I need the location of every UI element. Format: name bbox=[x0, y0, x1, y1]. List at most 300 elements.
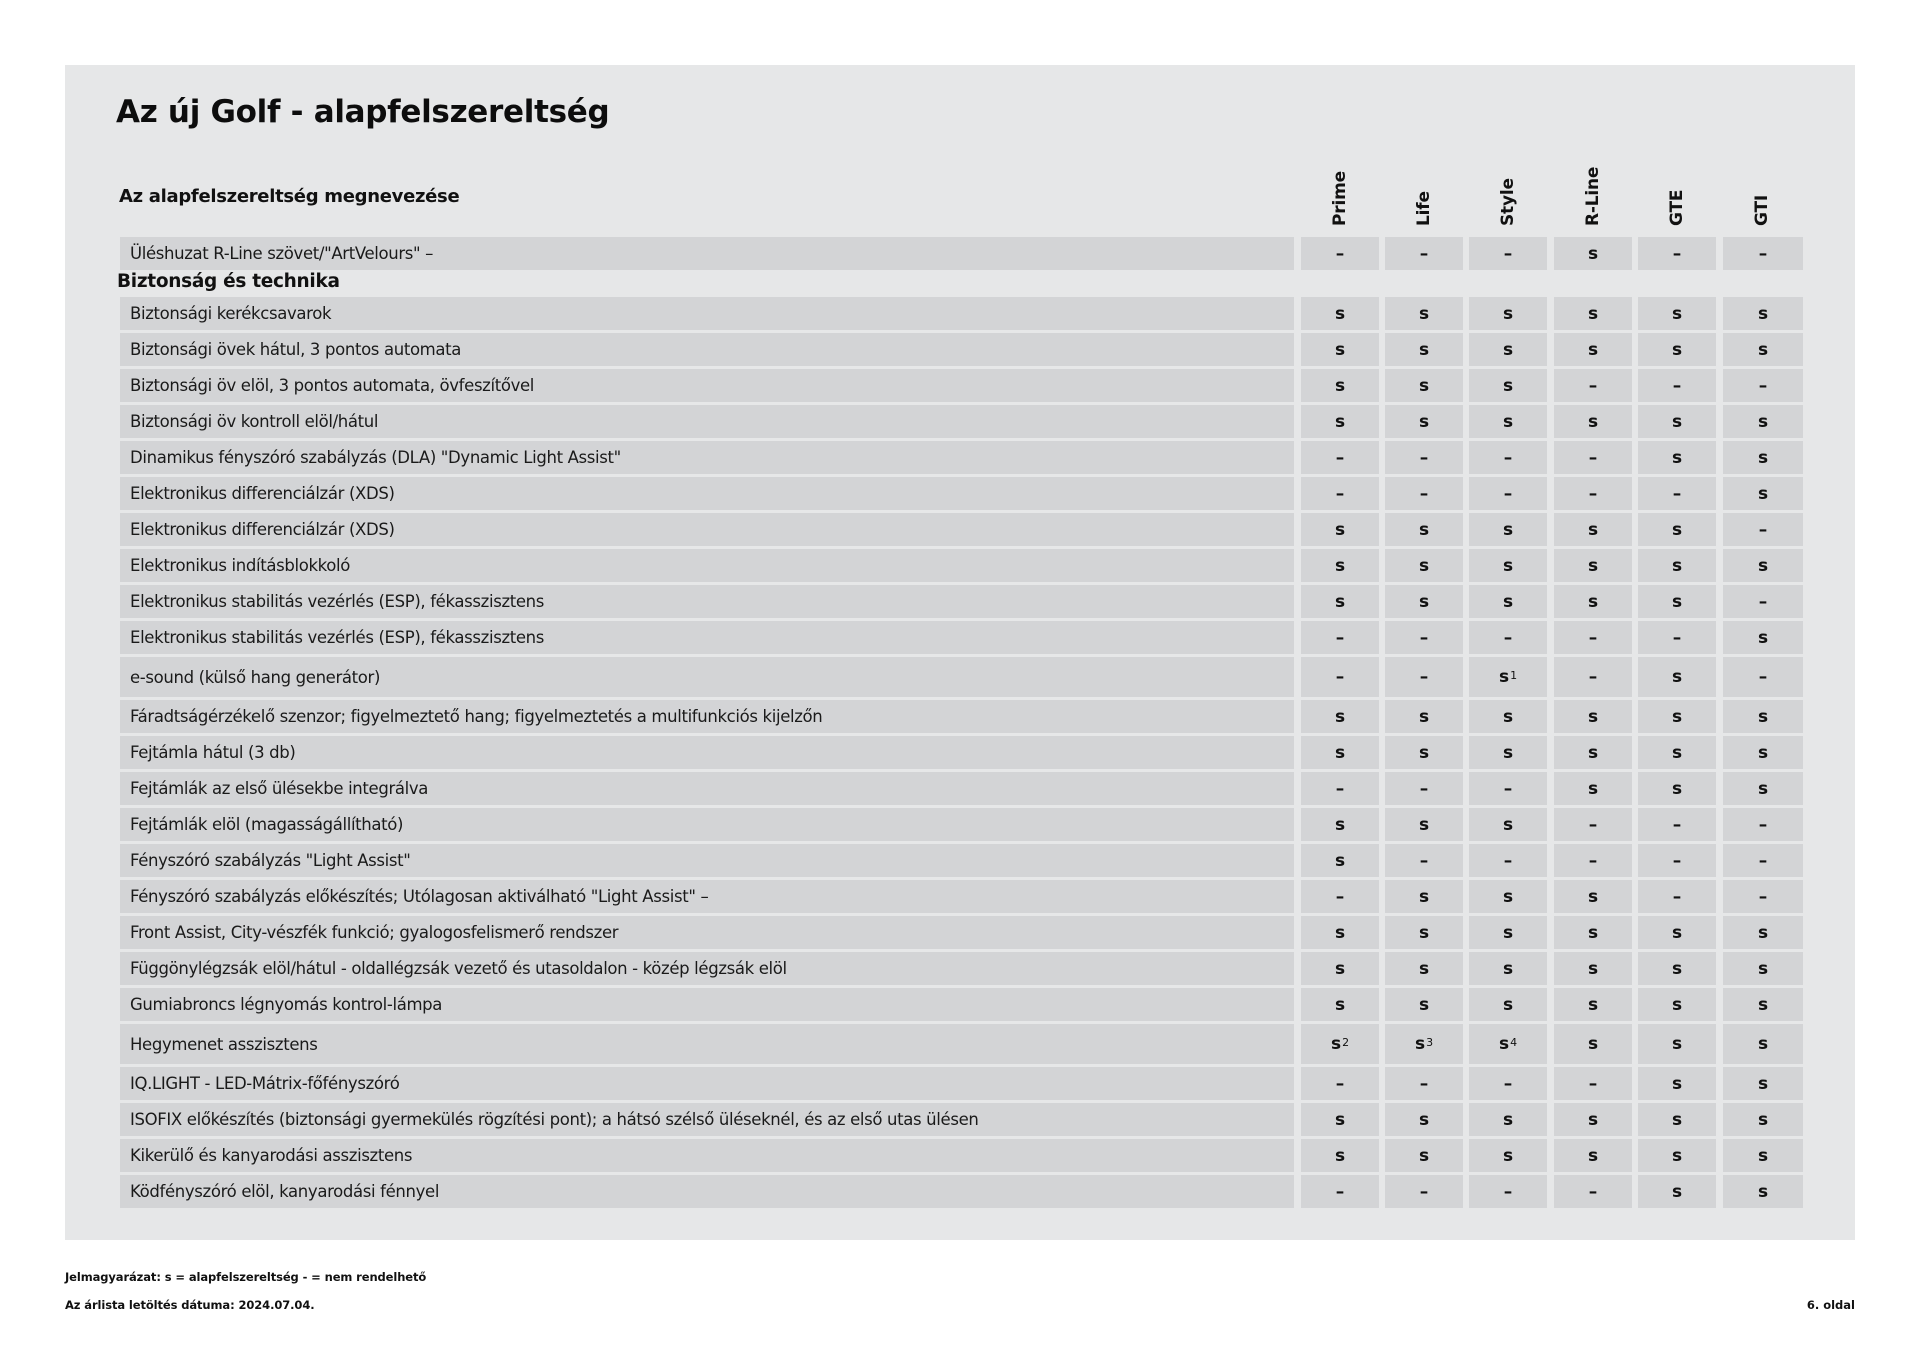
column-header-label: Life bbox=[1414, 191, 1434, 226]
availability-value: s bbox=[1502, 1145, 1514, 1166]
availability-value: s bbox=[1587, 555, 1599, 576]
availability-value: s bbox=[1334, 994, 1346, 1015]
availability-value: s bbox=[1502, 591, 1514, 612]
availability-cell-prime bbox=[1301, 700, 1379, 733]
feature-name: Biztonsági öv elöl, 3 pontos automata, övfeszítővel bbox=[120, 369, 1294, 402]
availability-cell-gti bbox=[1723, 988, 1803, 1021]
availability-cell-style bbox=[1469, 549, 1547, 582]
availability-cell-r-line bbox=[1554, 549, 1632, 582]
availability-value: s bbox=[1587, 778, 1599, 799]
availability-value: – bbox=[1672, 850, 1682, 871]
availability-value: – bbox=[1758, 243, 1768, 264]
availability-value: s bbox=[1418, 958, 1430, 979]
availability-cell-life bbox=[1385, 952, 1463, 985]
page-title: Az új Golf - alapfelszereltség bbox=[116, 94, 610, 130]
feature-name: Front Assist, City-vészfék funkció; gyalogosfelismerő rendszer bbox=[120, 916, 1294, 949]
column-header-style bbox=[1469, 150, 1547, 226]
availability-cell-prime bbox=[1301, 1175, 1379, 1208]
availability-cell-prime bbox=[1301, 333, 1379, 366]
availability-value: s bbox=[1334, 555, 1346, 576]
availability-cell-r-line bbox=[1554, 297, 1632, 330]
availability-value: s bbox=[1757, 742, 1769, 763]
availability-value: s bbox=[1671, 667, 1683, 687]
availability-value: s bbox=[1671, 1109, 1683, 1130]
availability-value: s bbox=[1334, 303, 1346, 324]
availability-cell-gte bbox=[1638, 808, 1716, 841]
availability-value: s bbox=[1671, 303, 1683, 324]
availability-cell-life bbox=[1385, 808, 1463, 841]
feature-name: ISOFIX előkészítés (biztonsági gyermekülés rögzítési pont); a hátsó szélső üléseknél, és az első utas ülésen bbox=[120, 1103, 1294, 1136]
availability-value: s bbox=[1334, 922, 1346, 943]
availability-value: s bbox=[1502, 303, 1514, 324]
availability-value: – bbox=[1758, 886, 1768, 907]
availability-value: s bbox=[1671, 958, 1683, 979]
availability-cell-gte bbox=[1638, 1175, 1716, 1208]
availability-cell-gti bbox=[1723, 844, 1803, 877]
availability-value: – bbox=[1335, 243, 1345, 264]
availability-value: – bbox=[1335, 447, 1345, 468]
availability-cell-gti bbox=[1723, 880, 1803, 913]
availability-cell-gte bbox=[1638, 333, 1716, 366]
availability-value: s bbox=[1330, 1034, 1342, 1054]
availability-cell-life bbox=[1385, 844, 1463, 877]
availability-value: s bbox=[1587, 339, 1599, 360]
table-row bbox=[120, 808, 1803, 841]
availability-cell-gte bbox=[1638, 621, 1716, 654]
feature-name: Ködfényszóró elöl, kanyarodási fénnyel bbox=[120, 1175, 1294, 1208]
footnote-marker: 3 bbox=[1426, 1035, 1434, 1049]
availability-value: – bbox=[1419, 447, 1429, 468]
availability-value: – bbox=[1672, 814, 1682, 835]
availability-cell-prime bbox=[1301, 736, 1379, 769]
availability-cell-r-line bbox=[1554, 736, 1632, 769]
column-header-label: GTI bbox=[1752, 195, 1772, 226]
availability-value: – bbox=[1758, 850, 1768, 871]
feature-name: Biztonsági öv kontroll elöl/hátul bbox=[120, 405, 1294, 438]
availability-cell-style bbox=[1469, 585, 1547, 618]
availability-value: s bbox=[1334, 1145, 1346, 1166]
availability-cell-r-line bbox=[1554, 621, 1632, 654]
table-row bbox=[120, 549, 1803, 582]
availability-value: – bbox=[1588, 667, 1598, 687]
availability-cell-prime bbox=[1301, 441, 1379, 474]
availability-cell-gti bbox=[1723, 621, 1803, 654]
availability-value: – bbox=[1335, 1073, 1345, 1094]
availability-value: s bbox=[1757, 778, 1769, 799]
table-row bbox=[120, 621, 1803, 654]
table-row bbox=[120, 1024, 1803, 1064]
feature-name: Fényszóró szabályzás előkészítés; Utólagosan aktiválható "Light Assist" – bbox=[120, 880, 1294, 913]
availability-value: – bbox=[1588, 483, 1598, 504]
availability-cell-style bbox=[1469, 736, 1547, 769]
availability-cell-r-line bbox=[1554, 1139, 1632, 1172]
availability-value: s bbox=[1502, 922, 1514, 943]
availability-value: s bbox=[1757, 627, 1769, 648]
availability-cell-r-line bbox=[1554, 513, 1632, 546]
availability-cell-gte bbox=[1638, 844, 1716, 877]
footnote-marker: 1 bbox=[1510, 668, 1518, 682]
availability-value: – bbox=[1335, 1181, 1345, 1202]
availability-cell-prime bbox=[1301, 808, 1379, 841]
availability-value: – bbox=[1672, 375, 1682, 396]
availability-value: s bbox=[1587, 1145, 1599, 1166]
availability-cell-life bbox=[1385, 621, 1463, 654]
availability-cell-gte bbox=[1638, 952, 1716, 985]
availability-cell-prime bbox=[1301, 405, 1379, 438]
feature-name: Fényszóró szabályzás "Light Assist" bbox=[120, 844, 1294, 877]
availability-cell-life bbox=[1385, 1024, 1463, 1064]
column-header-label: Style bbox=[1498, 178, 1518, 226]
availability-cell-style bbox=[1469, 297, 1547, 330]
availability-cell-r-line bbox=[1554, 844, 1632, 877]
availability-value: s bbox=[1587, 243, 1599, 264]
availability-cell-prime bbox=[1301, 1024, 1379, 1064]
availability-value: – bbox=[1758, 519, 1768, 540]
availability-cell-gte bbox=[1638, 297, 1716, 330]
availability-value: s bbox=[1671, 1181, 1683, 1202]
availability-cell-gte bbox=[1638, 369, 1716, 402]
availability-cell-life bbox=[1385, 1175, 1463, 1208]
table-row bbox=[120, 297, 1803, 330]
availability-cell-r-line bbox=[1554, 369, 1632, 402]
availability-cell-r-line bbox=[1554, 1175, 1632, 1208]
availability-cell-r-line bbox=[1554, 1067, 1632, 1100]
availability-value: – bbox=[1419, 778, 1429, 799]
feature-name: Elektronikus stabilitás vezérlés (ESP), fékasszisztens bbox=[120, 585, 1294, 618]
availability-value: – bbox=[1335, 483, 1345, 504]
availability-cell-r-line bbox=[1554, 700, 1632, 733]
table-row bbox=[120, 736, 1803, 769]
availability-cell-r-line bbox=[1554, 916, 1632, 949]
availability-cell-gti bbox=[1723, 513, 1803, 546]
availability-cell-r-line bbox=[1554, 1103, 1632, 1136]
availability-cell-gti bbox=[1723, 441, 1803, 474]
availability-cell-prime bbox=[1301, 657, 1379, 697]
legend: Jelmagyarázat: s = alapfelszereltség - = nem rendelhető bbox=[65, 1270, 427, 1284]
availability-value: s bbox=[1418, 555, 1430, 576]
availability-cell-life bbox=[1385, 333, 1463, 366]
availability-value: – bbox=[1419, 243, 1429, 264]
availability-cell-style bbox=[1469, 988, 1547, 1021]
availability-value: – bbox=[1335, 627, 1345, 648]
availability-value: – bbox=[1335, 778, 1345, 799]
availability-cell-style bbox=[1469, 657, 1547, 697]
availability-value: s bbox=[1757, 922, 1769, 943]
table-row bbox=[120, 1139, 1803, 1172]
availability-value: s bbox=[1671, 447, 1683, 468]
availability-cell-gti bbox=[1723, 772, 1803, 805]
availability-value: s bbox=[1587, 706, 1599, 727]
availability-value: s bbox=[1334, 591, 1346, 612]
availability-value: s bbox=[1418, 375, 1430, 396]
feature-name: Elektronikus indításblokkoló bbox=[120, 549, 1294, 582]
availability-value: s bbox=[1418, 1109, 1430, 1130]
feature-name: Elektronikus differenciálzár (XDS) bbox=[120, 513, 1294, 546]
availability-value: s bbox=[1334, 706, 1346, 727]
availability-value: – bbox=[1419, 1073, 1429, 1094]
availability-cell-life bbox=[1385, 1067, 1463, 1100]
availability-cell-gte bbox=[1638, 880, 1716, 913]
availability-value: s bbox=[1334, 742, 1346, 763]
availability-value: s bbox=[1587, 591, 1599, 612]
availability-value: s bbox=[1671, 411, 1683, 432]
availability-cell-gte bbox=[1638, 988, 1716, 1021]
availability-cell-gte bbox=[1638, 772, 1716, 805]
availability-value: s bbox=[1587, 519, 1599, 540]
availability-cell-style bbox=[1469, 1175, 1547, 1208]
availability-cell-prime bbox=[1301, 772, 1379, 805]
availability-value: – bbox=[1503, 483, 1513, 504]
availability-value: s bbox=[1587, 411, 1599, 432]
availability-value: s bbox=[1502, 1109, 1514, 1130]
footnote-marker: 4 bbox=[1510, 1035, 1518, 1049]
availability-cell-life bbox=[1385, 405, 1463, 438]
feature-name: Fejtámla hátul (3 db) bbox=[120, 736, 1294, 769]
availability-value: s bbox=[1757, 1034, 1769, 1054]
availability-value: s bbox=[1757, 555, 1769, 576]
table-row bbox=[120, 880, 1803, 913]
availability-value: s bbox=[1498, 667, 1510, 687]
feature-name: Fejtámlák elöl (magasságállítható) bbox=[120, 808, 1294, 841]
availability-cell-prime bbox=[1301, 549, 1379, 582]
availability-value: – bbox=[1672, 483, 1682, 504]
availability-value: s bbox=[1587, 922, 1599, 943]
availability-cell-gte bbox=[1638, 237, 1716, 270]
table-row bbox=[120, 1067, 1803, 1100]
availability-cell-r-line bbox=[1554, 477, 1632, 510]
availability-cell-r-line bbox=[1554, 657, 1632, 697]
availability-value: – bbox=[1758, 667, 1768, 687]
availability-cell-gte bbox=[1638, 585, 1716, 618]
availability-cell-life bbox=[1385, 297, 1463, 330]
availability-cell-life bbox=[1385, 1139, 1463, 1172]
availability-cell-style bbox=[1469, 700, 1547, 733]
feature-name: Biztonsági kerékcsavarok bbox=[120, 297, 1294, 330]
availability-cell-prime bbox=[1301, 1067, 1379, 1100]
availability-value: s bbox=[1757, 706, 1769, 727]
availability-value: – bbox=[1419, 627, 1429, 648]
availability-cell-prime bbox=[1301, 621, 1379, 654]
availability-value: s bbox=[1671, 591, 1683, 612]
availability-cell-gte bbox=[1638, 477, 1716, 510]
table-row bbox=[120, 513, 1803, 546]
availability-cell-r-line bbox=[1554, 772, 1632, 805]
availability-value: s bbox=[1671, 1034, 1683, 1054]
table-row bbox=[120, 477, 1803, 510]
availability-cell-style bbox=[1469, 405, 1547, 438]
availability-value: s bbox=[1757, 958, 1769, 979]
download-date: Az árlista letöltés dátuma: 2024.07.04. bbox=[65, 1298, 315, 1312]
availability-cell-prime bbox=[1301, 513, 1379, 546]
availability-value: s bbox=[1418, 742, 1430, 763]
availability-value: s bbox=[1502, 519, 1514, 540]
availability-value: s bbox=[1671, 742, 1683, 763]
availability-value: – bbox=[1503, 850, 1513, 871]
availability-cell-life bbox=[1385, 585, 1463, 618]
availability-value: s bbox=[1502, 886, 1514, 907]
availability-value: s bbox=[1418, 339, 1430, 360]
availability-cell-gti bbox=[1723, 477, 1803, 510]
availability-value: s bbox=[1334, 519, 1346, 540]
table-row bbox=[120, 772, 1803, 805]
column-header-life bbox=[1385, 150, 1463, 226]
availability-cell-style bbox=[1469, 844, 1547, 877]
column-header-label: R-Line bbox=[1583, 166, 1603, 226]
availability-cell-life bbox=[1385, 369, 1463, 402]
column-header-label: Prime bbox=[1330, 171, 1350, 226]
availability-value: s bbox=[1418, 886, 1430, 907]
feature-name: Elektronikus stabilitás vezérlés (ESP), fékasszisztens bbox=[120, 621, 1294, 654]
feature-name: Fejtámlák az első ülésekbe integrálva bbox=[120, 772, 1294, 805]
availability-value: – bbox=[1335, 886, 1345, 907]
availability-value: s bbox=[1587, 886, 1599, 907]
availability-value: – bbox=[1588, 850, 1598, 871]
availability-cell-life bbox=[1385, 916, 1463, 949]
feature-name: Függönylégzsák elöl/hátul - oldallégzsák vezető és utasoldalon - közép légzsák elöl bbox=[120, 952, 1294, 985]
availability-value: s bbox=[1418, 411, 1430, 432]
availability-cell-gte bbox=[1638, 1103, 1716, 1136]
section-title: Biztonság és technika bbox=[117, 271, 340, 292]
availability-cell-gti bbox=[1723, 1024, 1803, 1064]
table-row bbox=[120, 952, 1803, 985]
availability-value: s bbox=[1757, 1181, 1769, 1202]
availability-value: s bbox=[1418, 994, 1430, 1015]
availability-cell-gte bbox=[1638, 1024, 1716, 1064]
availability-value: – bbox=[1503, 447, 1513, 468]
availability-value: s bbox=[1587, 303, 1599, 324]
feature-name: IQ.LIGHT - LED-Mátrix-főfényszóró bbox=[120, 1067, 1294, 1100]
availability-cell-r-line bbox=[1554, 333, 1632, 366]
feature-name: Üléshuzat R-Line szövet/"ArtVelours" – bbox=[120, 237, 1294, 270]
availability-cell-gti bbox=[1723, 1139, 1803, 1172]
availability-value: – bbox=[1672, 627, 1682, 648]
availability-value: s bbox=[1671, 1073, 1683, 1094]
availability-value: s bbox=[1418, 591, 1430, 612]
availability-cell-gte bbox=[1638, 736, 1716, 769]
feature-name: Elektronikus differenciálzár (XDS) bbox=[120, 477, 1294, 510]
availability-value: s bbox=[1671, 339, 1683, 360]
availability-value: s bbox=[1502, 339, 1514, 360]
availability-value: s bbox=[1671, 555, 1683, 576]
availability-cell-style bbox=[1469, 1067, 1547, 1100]
availability-value: – bbox=[1503, 243, 1513, 264]
availability-value: s bbox=[1671, 706, 1683, 727]
availability-value: s bbox=[1334, 375, 1346, 396]
feature-name: Fáradtságérzékelő szenzor; figyelmeztető hang; figyelmeztetés a multifunkciós kijelzőn bbox=[120, 700, 1294, 733]
feature-name: e-sound (külső hang generátor) bbox=[120, 657, 1294, 697]
availability-value: – bbox=[1588, 814, 1598, 835]
availability-value: s bbox=[1502, 814, 1514, 835]
availability-cell-gti bbox=[1723, 1067, 1803, 1100]
column-header-gte bbox=[1638, 150, 1716, 226]
column-header-r-line bbox=[1554, 150, 1632, 226]
availability-cell-style bbox=[1469, 916, 1547, 949]
availability-cell-life bbox=[1385, 513, 1463, 546]
availability-value: s bbox=[1334, 814, 1346, 835]
table-row bbox=[120, 657, 1803, 697]
availability-value: – bbox=[1588, 1181, 1598, 1202]
availability-value: s bbox=[1418, 303, 1430, 324]
feature-name: Kikerülő és kanyarodási asszisztens bbox=[120, 1139, 1294, 1172]
availability-cell-prime bbox=[1301, 477, 1379, 510]
feature-column-header: Az alapfelszereltség megnevezése bbox=[119, 186, 460, 207]
availability-value: s bbox=[1502, 375, 1514, 396]
availability-cell-prime bbox=[1301, 297, 1379, 330]
table-row bbox=[120, 585, 1803, 618]
availability-cell-prime bbox=[1301, 237, 1379, 270]
availability-cell-r-line bbox=[1554, 585, 1632, 618]
availability-value: – bbox=[1588, 447, 1598, 468]
table-row bbox=[120, 1175, 1803, 1208]
feature-name: Biztonsági övek hátul, 3 pontos automata bbox=[120, 333, 1294, 366]
feature-name: Hegymenet asszisztens bbox=[120, 1024, 1294, 1064]
availability-value: – bbox=[1335, 667, 1345, 687]
availability-value: s bbox=[1757, 303, 1769, 324]
availability-cell-style bbox=[1469, 1103, 1547, 1136]
availability-value: s bbox=[1671, 922, 1683, 943]
availability-value: s bbox=[1418, 922, 1430, 943]
availability-value: – bbox=[1503, 1181, 1513, 1202]
availability-cell-gti bbox=[1723, 736, 1803, 769]
availability-cell-r-line bbox=[1554, 952, 1632, 985]
availability-value: s bbox=[1334, 850, 1346, 871]
availability-cell-r-line bbox=[1554, 988, 1632, 1021]
table-row bbox=[120, 369, 1803, 402]
feature-name: Dinamikus fényszóró szabályzás (DLA) "Dynamic Light Assist" bbox=[120, 441, 1294, 474]
availability-cell-style bbox=[1469, 1139, 1547, 1172]
availability-cell-r-line bbox=[1554, 808, 1632, 841]
availability-cell-prime bbox=[1301, 880, 1379, 913]
availability-cell-r-line bbox=[1554, 237, 1632, 270]
availability-cell-gti bbox=[1723, 916, 1803, 949]
availability-value: s bbox=[1418, 814, 1430, 835]
availability-cell-style bbox=[1469, 621, 1547, 654]
availability-value: – bbox=[1588, 627, 1598, 648]
availability-cell-prime bbox=[1301, 916, 1379, 949]
availability-value: s bbox=[1502, 555, 1514, 576]
availability-value: s bbox=[1671, 519, 1683, 540]
availability-cell-prime bbox=[1301, 585, 1379, 618]
availability-value: s bbox=[1757, 1109, 1769, 1130]
availability-value: s bbox=[1671, 994, 1683, 1015]
availability-cell-style bbox=[1469, 237, 1547, 270]
availability-cell-life bbox=[1385, 700, 1463, 733]
availability-cell-gti bbox=[1723, 952, 1803, 985]
availability-value: s bbox=[1334, 958, 1346, 979]
column-header-gti bbox=[1723, 150, 1801, 226]
availability-value: s bbox=[1502, 411, 1514, 432]
availability-value: – bbox=[1419, 483, 1429, 504]
availability-cell-life bbox=[1385, 1103, 1463, 1136]
availability-value: s bbox=[1414, 1034, 1426, 1054]
availability-cell-life bbox=[1385, 549, 1463, 582]
availability-value: – bbox=[1419, 667, 1429, 687]
column-header-label: GTE bbox=[1667, 189, 1687, 226]
availability-cell-style bbox=[1469, 880, 1547, 913]
availability-value: – bbox=[1419, 1181, 1429, 1202]
availability-value: s bbox=[1671, 1145, 1683, 1166]
availability-cell-gti bbox=[1723, 405, 1803, 438]
availability-cell-style bbox=[1469, 333, 1547, 366]
availability-value: s bbox=[1587, 742, 1599, 763]
availability-value: s bbox=[1502, 706, 1514, 727]
availability-value: s bbox=[1671, 778, 1683, 799]
availability-value: – bbox=[1588, 375, 1598, 396]
availability-cell-gti bbox=[1723, 297, 1803, 330]
availability-cell-r-line bbox=[1554, 1024, 1632, 1064]
availability-value: s bbox=[1334, 339, 1346, 360]
table-row bbox=[120, 844, 1803, 877]
